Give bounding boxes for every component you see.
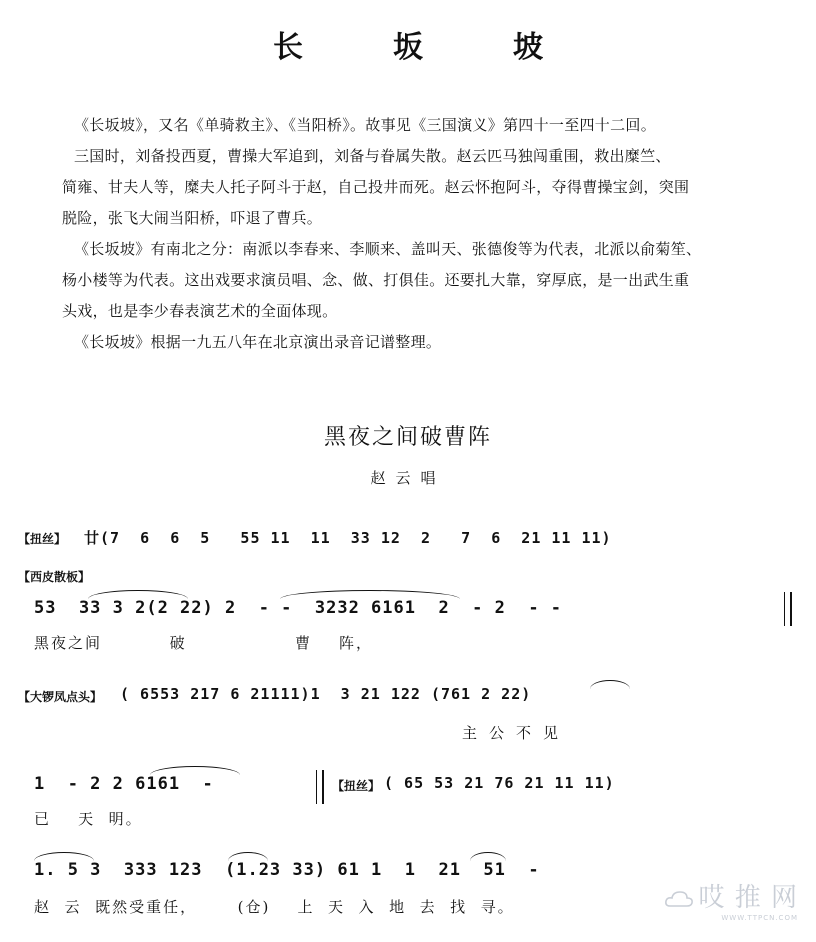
song-title: 黑夜之间破曹阵 (323, 425, 492, 450)
slur-mark (590, 680, 630, 689)
score-line-4 (0, 762, 816, 832)
notation: 1 - 2 2 6161 - (34, 774, 214, 794)
tune-mark: 【扭丝】 (332, 779, 381, 793)
lyrics: 黑夜之间 破 曹 阵， (34, 634, 374, 652)
notation: ( 6553 217 6 21111)1 3 21 122 (761 2 22) (120, 685, 532, 703)
notation: 廿(7 6 6 5 55 11 11 33 12 2 7 6 21 11 11) (84, 529, 612, 547)
page-title: 长 坂 坡 (273, 30, 573, 65)
tune-mark: 【扭丝】 (18, 532, 67, 546)
barline (316, 770, 317, 804)
score-line-2 (0, 566, 816, 656)
intro-paragraph-4: 《长坂坡》根据一九五八年在北京演出录音记谱整理。 (74, 333, 442, 351)
intro-paragraph-1: 《长坂坡》，又名《单骑救主》、《当阳桥》。故事见《三国演义》第四十一至四十二回。 (74, 116, 657, 134)
intro-paragraph-3-line-2: 杨小楼等为代表。这出戏要求演员唱、念、做、打俱佳。还要扎大靠，穿厚底，是一出武生重 (62, 271, 690, 289)
intro-paragraph-2-line-2: 简雍、甘夫人等，糜夫人托子阿斗于赵，自己投井而死。赵云怀抱阿斗，夺得曹操宝剑，突围 (62, 178, 690, 196)
intro-paragraph-3-line-3: 头戏，也是李少春表演艺术的全面体现。 (62, 302, 338, 320)
intro-paragraph-2-line-1: 三国时，刘备投西夏，曹操大军追到，刘备与眷属失散。赵云匹马独闯重围，救出糜竺、 (74, 147, 671, 165)
notation: 1. 5 3 333 123 (1.23 33) 61 1 1 21 51 - (34, 860, 540, 880)
barline (322, 770, 324, 804)
intro-text (62, 110, 762, 358)
intro-paragraph-3-line-1: 《长坂坡》有南北之分：南派以李春来、李顺来、盖叫天、张德俊等为代表，北派以俞菊笙、 (74, 240, 702, 258)
watermark-text: 哎 推 网 (698, 883, 798, 913)
score-line-3 (0, 680, 816, 750)
intro-paragraph-2-line-3: 脱险，张飞大闹当阳桥，吓退了曹兵。 (62, 209, 323, 227)
cloud-icon (664, 888, 694, 910)
lyrics: 主公不见 (462, 724, 571, 742)
barline (784, 592, 785, 626)
tune-mark: 【西皮散板】 (18, 570, 91, 584)
tune-mark: 【大锣凤点头】 (18, 690, 103, 704)
notation: ( 65 53 21 76 21 11 11) (384, 774, 615, 792)
watermark-logo (664, 877, 798, 914)
lyrics: 赵 云 既然受重任， (仓) 上 天 入 地 去 找 寻。 (34, 898, 515, 916)
singer-credit: 赵云唱 (370, 469, 446, 487)
watermark (664, 877, 798, 922)
lyrics: 已 天 明。 (34, 810, 143, 828)
watermark-url: WWW.TTPCN.COM (721, 914, 798, 922)
notation: 53 33 3 2(2 22) 2 - - 3232 6161 2 - 2 - - (34, 598, 563, 618)
barline (790, 592, 792, 626)
score-line-1 (0, 522, 816, 554)
